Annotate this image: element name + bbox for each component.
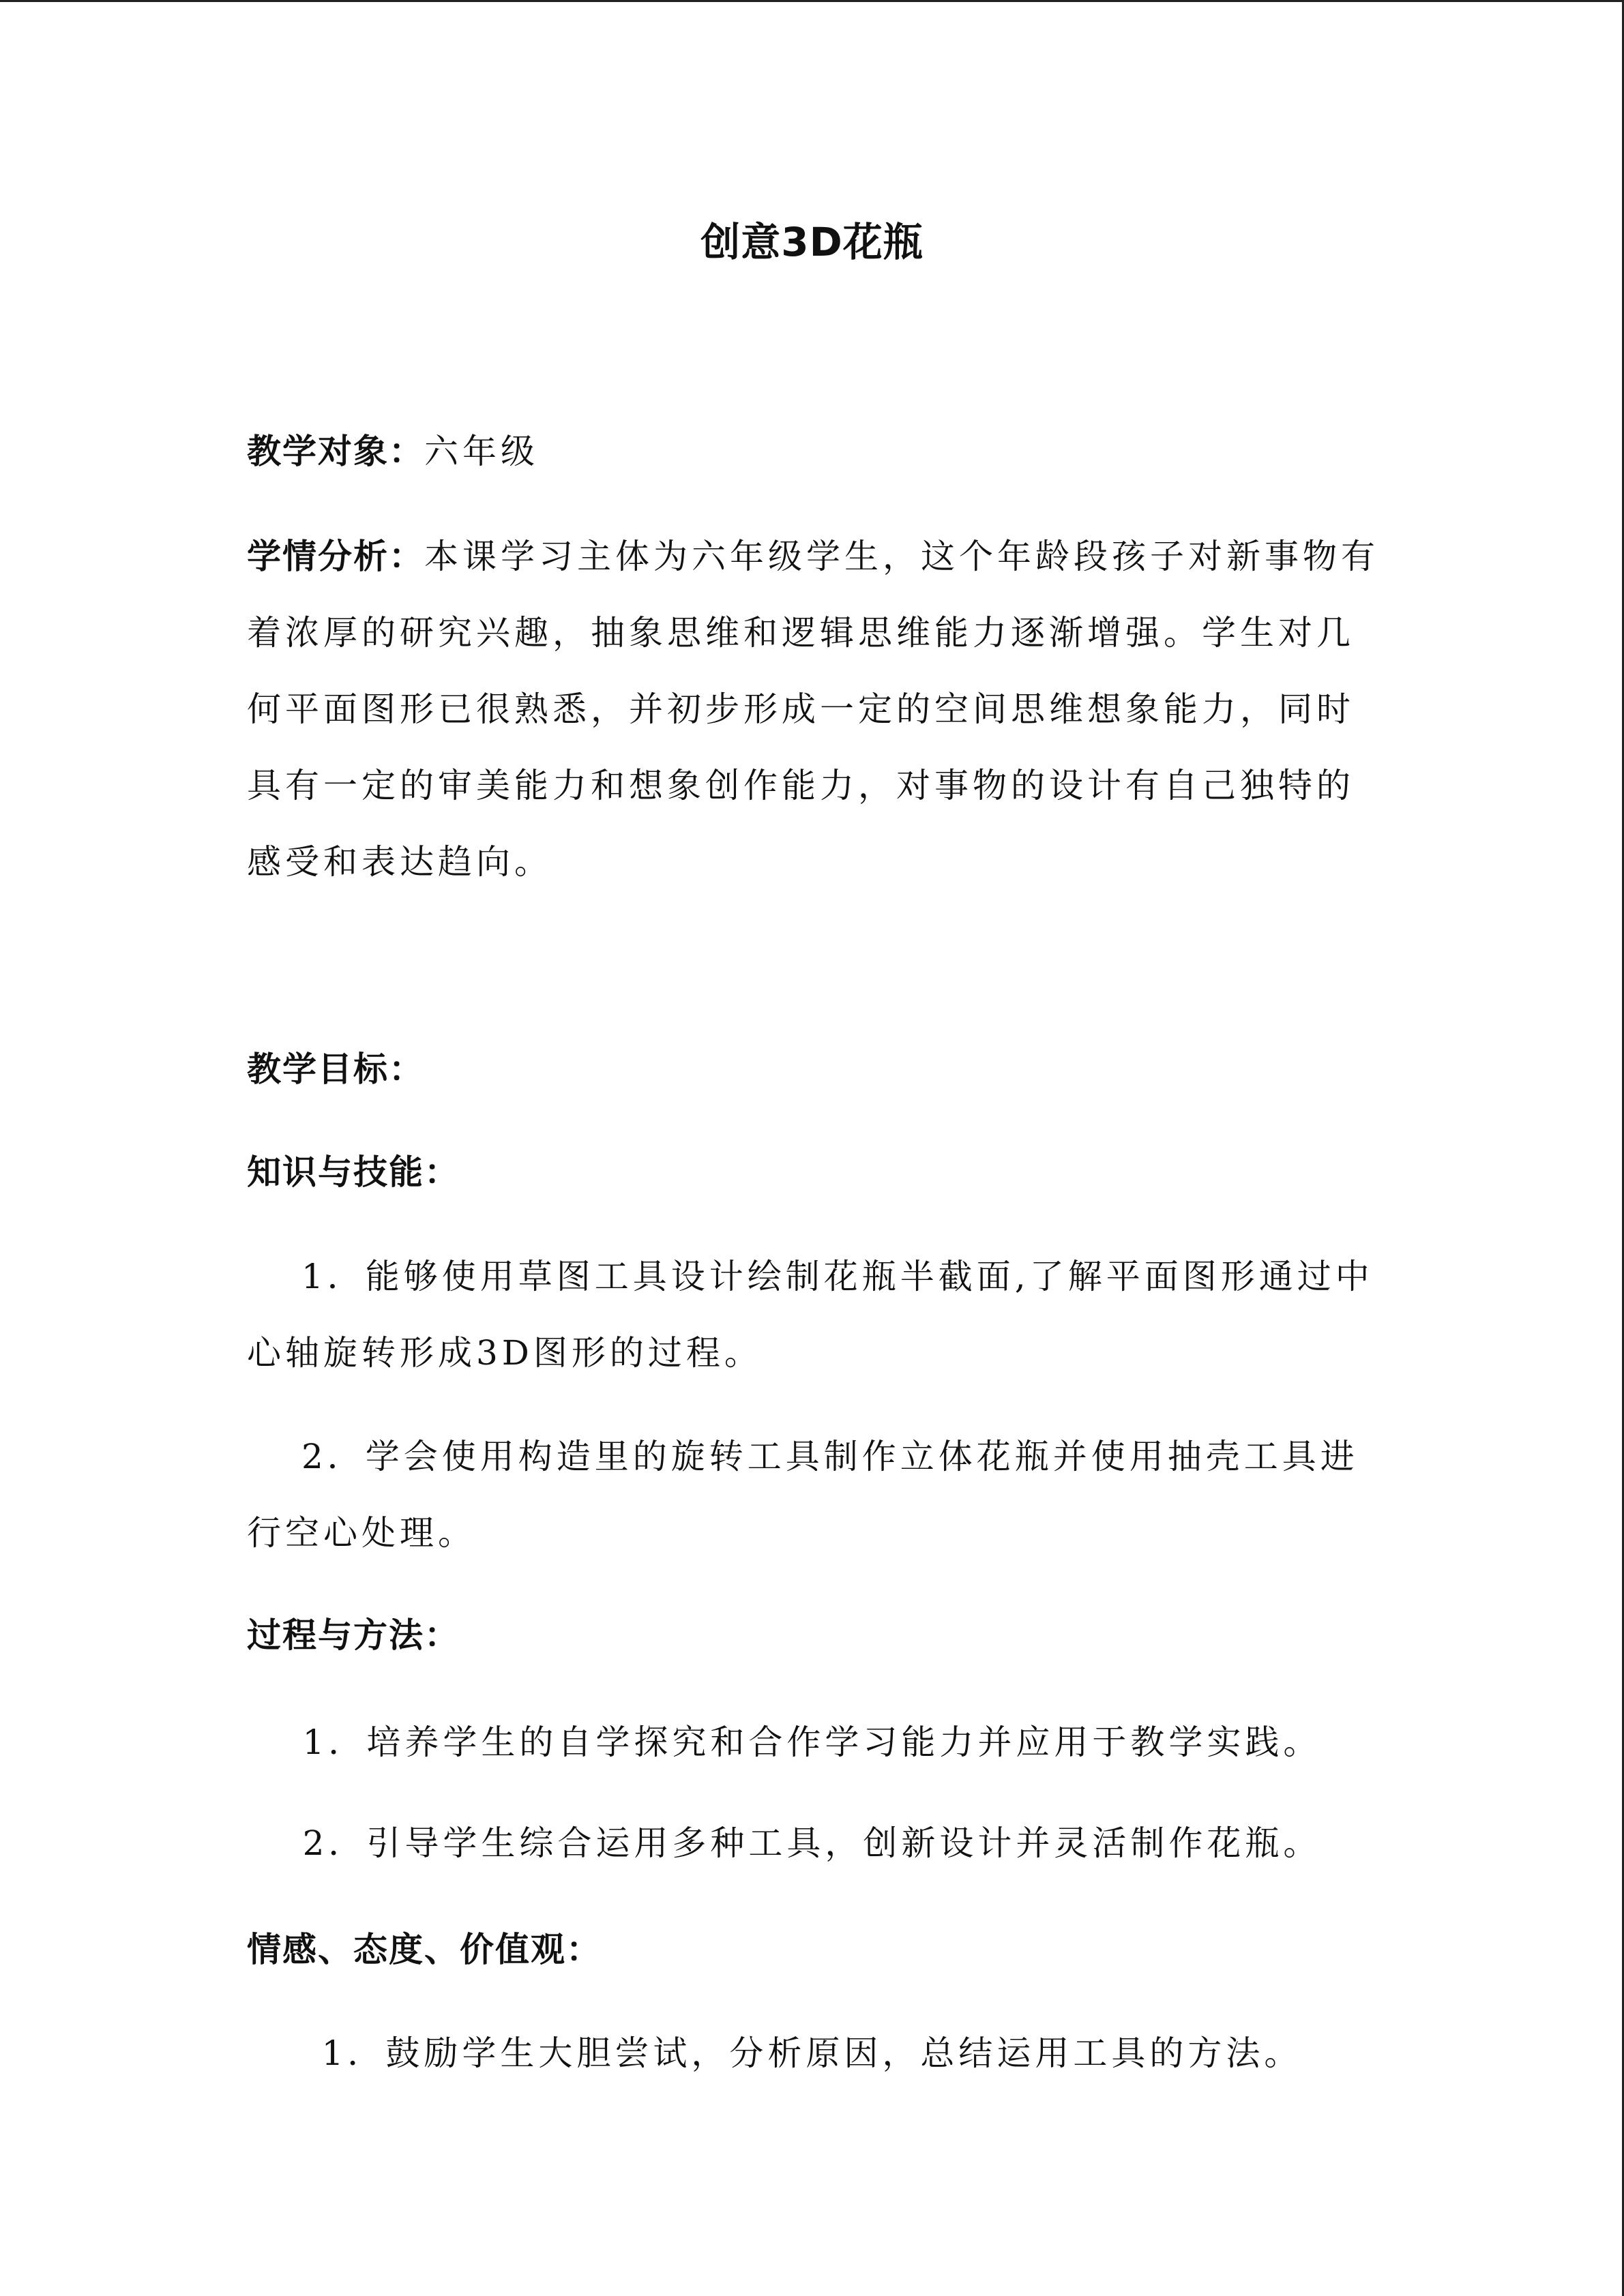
objectives-heading: 教学目标：	[247, 1049, 424, 1089]
process-item-2: 2．引导学生综合运用多种工具，创新设计并灵活制作花瓶。	[302, 1823, 1322, 1863]
page-title: 创意3D花瓶	[700, 219, 924, 265]
emotion-item-1: 1．鼓励学生大胆尝试，分析原因，总结运用工具的方法。	[321, 2033, 1303, 2073]
analysis-label: 学情分析：	[247, 537, 424, 576]
target-paragraph	[247, 413, 1379, 490]
knowledge-item-1: 1．能够使用草图工具设计绘制花瓶半截面,了解平面图形通过中心轴旋转形成3D图形的过程。	[247, 1257, 1374, 1373]
emotion-heading: 情感、态度、价值观：	[247, 1930, 602, 1969]
process-item-1: 1．培养学生的自学探究和合作学习能力并应用于教学实践。	[302, 1723, 1322, 1762]
analysis-paragraph	[247, 518, 1379, 900]
knowledge-heading: 知识与技能：	[247, 1152, 460, 1192]
target-value: 六年级	[424, 432, 539, 471]
knowledge-item-2: 2．学会使用构造里的旋转工具制作立体花瓶并使用抽壳工具进行空心处理。	[247, 1437, 1359, 1553]
process-heading: 过程与方法：	[247, 1615, 460, 1655]
target-label: 教学对象：	[247, 432, 424, 471]
analysis-text: 本课学习主体为六年级学生，这个年龄段孩子对新事物有着浓厚的研究兴趣，抽象思维和逻辑思维能力逐渐增强。学生对几何平面图形已很熟悉，并初步形成一定的空间思维想象能力，同时具有一定的审美能力和想象创作能力，对事物的设计有自己独特的感受和表达趋向。	[247, 537, 1379, 882]
